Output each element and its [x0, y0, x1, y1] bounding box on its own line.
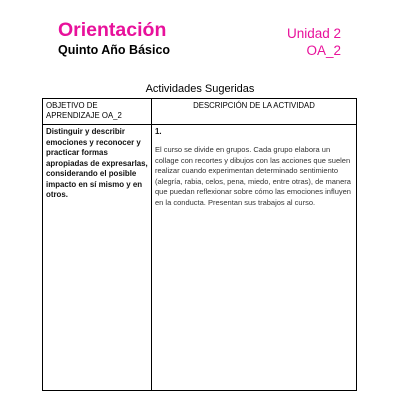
description-column-header: DESCRIPCIÓN DE LA ACTIVIDAD — [152, 99, 357, 125]
objective-column-header: OBJETIVO DE APRENDIZAJE OA_2 — [43, 99, 152, 125]
activity-description-cell — [152, 125, 357, 391]
table-row — [43, 125, 357, 391]
unit-label: Unidad 2 — [286, 26, 341, 41]
activities-table — [42, 98, 357, 391]
learning-objective-cell: Distinguir y describir emociones y reconocer y practicar formas apropiadas de expresarlas, considerando el posible impacto en sí mismo y en otros. — [43, 125, 152, 391]
document-subtitle: Quinto Año Básico — [58, 43, 171, 57]
table-header-row — [43, 99, 357, 125]
section-title: Actividades Sugeridas — [145, 83, 255, 95]
activity-text: El curso se divide en grupos. Cada grupo elabora un collage con recortes y dibujos con las acciones que suelen realizar cuando experimentan determinado sentimiento (alegría, rabia, celos, pena, miedo, entre otras), de manera que puedan reflexionar sobre cómo las emociones influyen en la conducta. Presentan sus trabajos al curso. — [155, 145, 351, 207]
oa-label: OA_2 — [306, 43, 341, 58]
document-title: Orientación — [58, 19, 167, 41]
activity-number: 1. — [155, 127, 162, 136]
